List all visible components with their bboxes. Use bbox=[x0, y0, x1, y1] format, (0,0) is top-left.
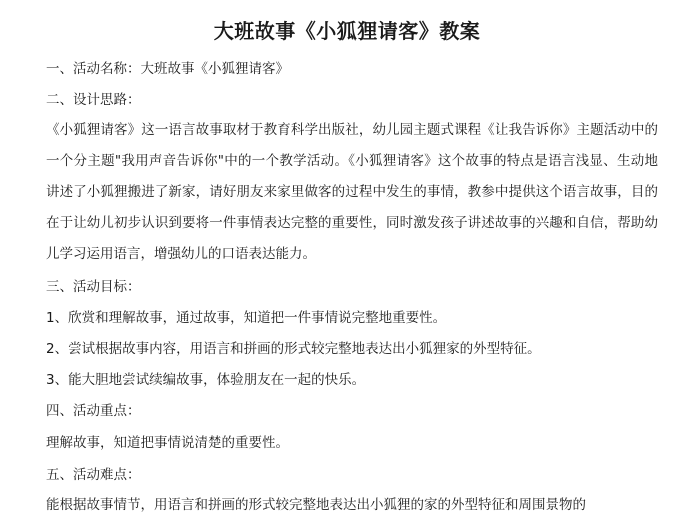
key-text: 理解故事，知道把事情说清楚的重要性。 bbox=[46, 435, 289, 451]
goal-item-3: 3、能大胆地尝试续编故事，体验朋友在一起的快乐。 bbox=[46, 372, 366, 388]
difficulty-heading: 五、活动难点： bbox=[46, 467, 141, 483]
activity-name: 一、活动名称：大班故事《小狐狸请客》 bbox=[46, 61, 289, 77]
goal-item-1: 1、欣赏和理解故事，通过故事，知道把一件事情说完整地重要性。 bbox=[46, 310, 447, 326]
difficulty-text: 能根据故事情节，用语言和拼画的形式较完整地表达出小狐狸的家的外型特征和周围景物的 bbox=[46, 497, 586, 513]
design-heading: 二、设计思路： bbox=[46, 92, 141, 108]
design-paragraph: 《小狐狸请客》这一语言故事取材于教育科学出版社，幼儿园主题式课程《让我告诉你》主题活动中的一个分主题"我用声音告诉你"中的一个教学活动。《小狐狸请客》这个故事的特点是语言浅显、生动地讲述了小狐狸搬进了新家，请好朋友来家里做客的过程中发生的事情，教参中提供这个语言故事，目的在于让幼儿初步认识到要将一件事情表达完整的重要性，同时激发孩子讲述故事的兴趣和自信，帮助幼儿学习运用语言，增强幼儿的口语表达能力。 bbox=[46, 122, 658, 262]
key-heading: 四、活动重点： bbox=[46, 403, 141, 419]
goal-item-2: 2、尝试根据故事内容，用语言和拼画的形式较完整地表达出小狐狸家的外型特征。 bbox=[46, 341, 541, 357]
goals-heading: 三、活动目标： bbox=[46, 279, 141, 295]
document-title: 大班故事《小狐狸请客》教案 bbox=[213, 19, 481, 43]
